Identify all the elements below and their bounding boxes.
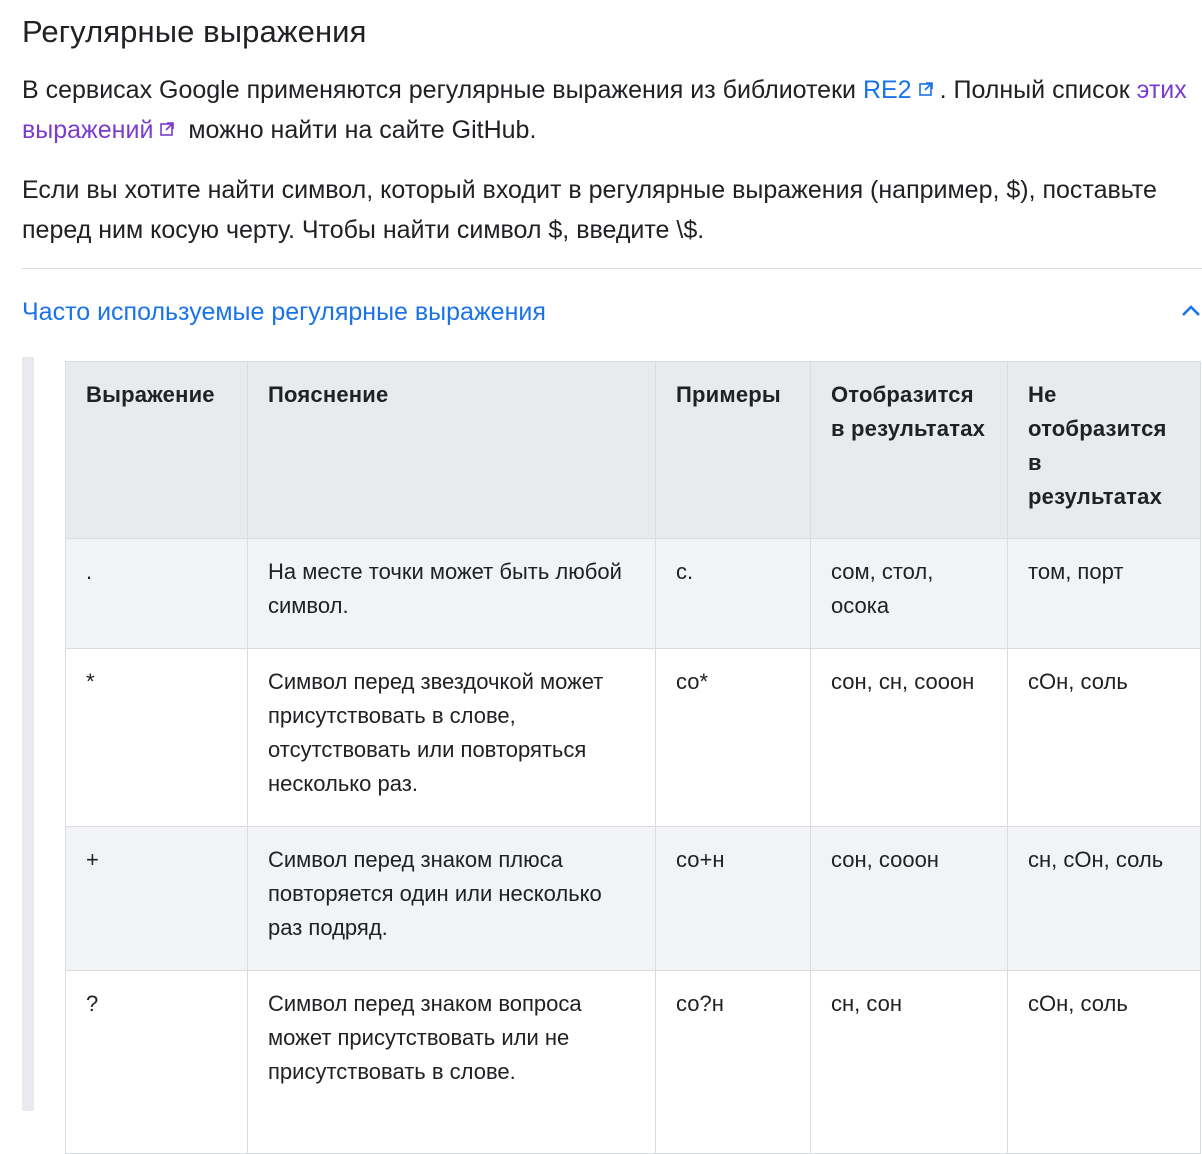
external-link-icon <box>918 81 934 97</box>
table-row <box>66 539 1201 649</box>
cell-example: со?н <box>656 971 811 1154</box>
cell-matches: сн, сон <box>811 971 1008 1154</box>
intro-text-1: В сервисах Google применяются регулярные выражения из библиотеки <box>22 76 863 104</box>
cell-non-matches: том, порт <box>1008 539 1201 649</box>
chevron-up-icon[interactable] <box>1180 300 1202 322</box>
section-heading: Регулярные выражения <box>22 14 367 49</box>
cell-matches: сон, сн, сооон <box>811 649 1008 827</box>
header-expression: Выражение <box>66 362 248 539</box>
table-row <box>66 971 1201 1154</box>
cell-matches: сон, сооон <box>811 827 1008 971</box>
cell-non-matches: сн, сОн, соль <box>1008 827 1201 971</box>
cell-expression: + <box>66 827 248 971</box>
re2-link-label: RE2 <box>862 76 912 104</box>
header-explanation: Пояснение <box>248 362 656 539</box>
table-row <box>66 649 1201 827</box>
section-divider <box>22 268 1202 269</box>
table-header-row <box>66 362 1201 539</box>
regex-table <box>65 361 1201 1154</box>
cell-explanation: Символ перед знаком плюса повторяется один или несколько раз подряд. <box>248 827 656 971</box>
cell-explanation: На месте точки может быть любой символ. <box>248 539 656 649</box>
external-link-icon <box>159 121 175 137</box>
accordion-title: Часто используемые регулярные выражения <box>22 298 546 326</box>
cell-expression: * <box>66 649 248 827</box>
accordion-header[interactable] <box>22 290 1202 334</box>
intro-paragraph <box>22 70 1192 150</box>
cell-non-matches: сОн, соль <box>1008 971 1201 1154</box>
cell-non-matches: сОн, соль <box>1008 649 1201 827</box>
cell-explanation: Символ перед звездочкой может присутствовать в слове, отсутствовать или повторяться несколько раз. <box>248 649 656 827</box>
re2-link[interactable] <box>863 76 940 104</box>
header-matches: Отобразится в результатах <box>811 362 1008 539</box>
cell-expression: ? <box>66 971 248 1154</box>
cell-expression: . <box>66 539 248 649</box>
intro-text-2: . Полный список <box>939 76 1137 104</box>
cell-explanation: Символ перед знаком вопроса может присутствовать или не присутствовать в слове. <box>248 971 656 1154</box>
cell-example: со+н <box>656 827 811 971</box>
cell-matches: сом, стол, осока <box>811 539 1008 649</box>
table-row <box>66 827 1201 971</box>
accordion-body <box>22 357 1202 1111</box>
escape-note: Если вы хотите найти символ, который входит в регулярные выражения (например, $), поставьте перед ним косую черту. Чтобы найти символ $, введите \$. <box>22 176 1157 244</box>
intro-text-3: можно найти на сайте GitHub. <box>181 116 537 144</box>
header-non-matches: Не отобразится в результатах <box>1008 362 1201 539</box>
header-examples: Примеры <box>656 362 811 539</box>
cell-example: с. <box>656 539 811 649</box>
cell-example: со* <box>656 649 811 827</box>
expressions-link-label: этих выражений <box>22 76 1187 144</box>
